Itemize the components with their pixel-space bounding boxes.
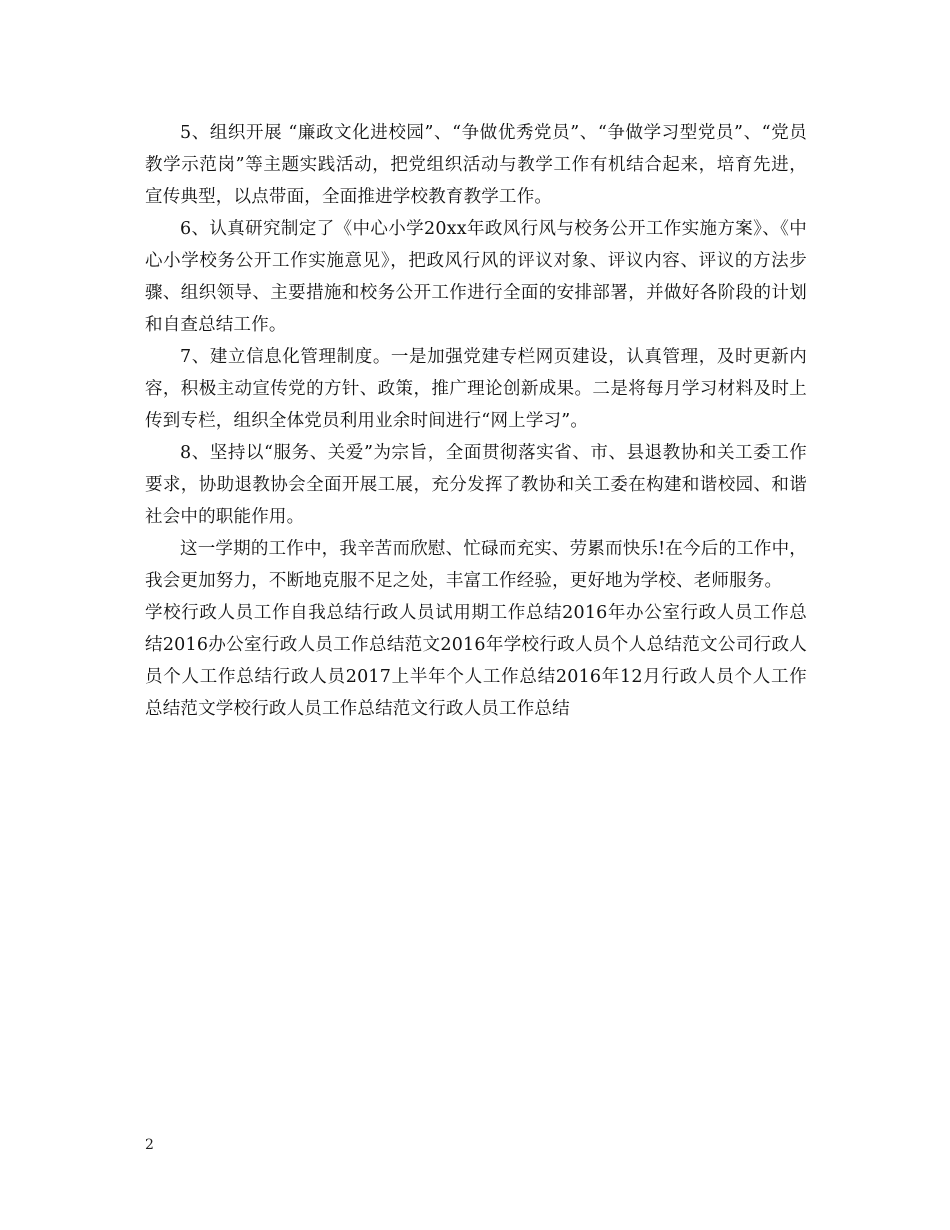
paragraph-item-8: 8、坚持以“服务、关爱”为宗旨，全面贯彻落实省、市、县退教协和关工委工作要求，协助退教协会全面开展工展，充分发挥了教协和关工委在构建和谐校园、和谐社会中的职能作用。 [145, 443, 807, 527]
related-articles-text: 学校行政人员工作自我总结行政人员试用期工作总结2016年办公室行政人员工作总结2016办公室行政人员工作总结范文2016年学校行政人员个人总结范文公司行政人员个人工作总结行政人员2017上半年个人工作总结2016年12月行政人员个人工作总结范文学校行政人员工作总结范文行政人员工作总结 [145, 603, 807, 719]
paragraph-item-7: 7、建立信息化管理制度。一是加强党建专栏网页建设，认真管理，及时更新内容，积极主动宣传党的方针、政策，推广理论创新成果。二是将每月学习材料及时上传到专栏，组织全体党员利用业余时间进行“网上学习”。 [145, 347, 807, 431]
closing-paragraph: 这一学期的工作中，我辛苦而欣慰、忙碌而充实、劳累而快乐!在今后的工作中，我会更加努力，不断地克服不足之处，丰富工作经验，更好地为学校、老师服务。 [145, 539, 807, 591]
paragraph-item-5: 5、组织开展 “廉政文化进校园”、“争做优秀党员”、“争做学习型党员”、“党员教学示范岗”等主题实践活动，把党组织活动与教学工作有机结合起来，培育先进，宣传典型，以点带面，全面推进学校教育教学工作。 [145, 123, 807, 207]
page-number: 2 [145, 1137, 154, 1153]
paragraph-item-6: 6、认真研究制定了《中心小学20xx年政风行风与校务公开工作实施方案》、《中心小学校务公开工作实施意见》，把政风行风的评议对象、评议内容、评议的方法步骤、组织领导、主要措施和校务公开工作进行全面的安排部署，并做好各阶段的计划和自查总结工作。 [145, 219, 807, 335]
document-page [145, 117, 807, 725]
